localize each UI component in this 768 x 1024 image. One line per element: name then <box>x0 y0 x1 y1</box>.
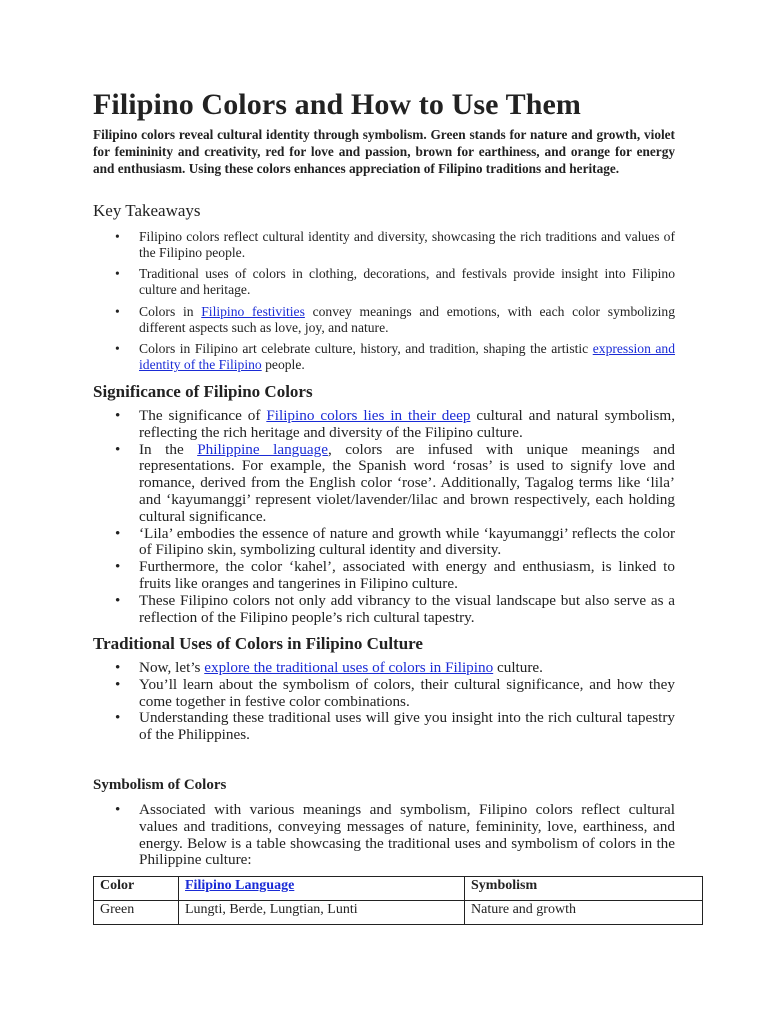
list-item <box>93 266 675 297</box>
list-item-text: Now, let’s <box>139 659 205 676</box>
list-item-text: You’ll learn about the symbolism of colors, their cultural significance, and how they come together in festive color combinations. <box>139 675 675 710</box>
list-item <box>93 559 675 593</box>
list-item <box>93 229 675 260</box>
list-item-text: Understanding these traditional uses will give you insight into the rich cultural tapestry of the Philippines. <box>139 709 675 744</box>
list-item <box>93 341 675 372</box>
filipino-language-link[interactable]: Filipino Language <box>185 878 295 893</box>
table-header-color: Color <box>94 877 179 901</box>
list-item-text: Colors in Filipino art celebrate culture, history, and tradition, shaping the artistic <box>139 341 593 357</box>
list-item <box>93 677 675 711</box>
symbolism-list <box>93 802 675 869</box>
list-item-text: Traditional uses of colors in clothing, decorations, and festivals provide insight into Filipino culture and heritage. <box>139 266 675 298</box>
table-header-symbolism: Symbolism <box>465 877 703 901</box>
list-item <box>93 710 675 744</box>
inline-link[interactable]: expression and identity of the Filipino <box>139 341 676 373</box>
list-item-text: ‘Lila’ embodies the essence of nature and growth while ‘kayumanggi’ reflects the color of Filipino skin, symbolizing cultural identity and diversity. <box>139 524 675 559</box>
list-item-text: These Filipino colors not only add vibrancy to the visual landscape but also serve as a reflection of the Filipino people’s rich cultural tapestry. <box>139 591 675 626</box>
list-item <box>93 802 675 869</box>
list-item <box>93 526 675 560</box>
list-item-text: convey meanings and emotions, with each color symbolizing different aspects such as love, joy, and nature. <box>139 303 675 335</box>
table-cell: Nature and growth <box>465 901 703 925</box>
list-item-text: , colors are infused with unique meanings and representations. For example, the Spanish word ‘rosas’ is used to signify love and romance, derived from the English color ‘rose’. Additionally, Tagalog terms like ‘lila’ and ‘kayumanggi’ represent violet/lavender/lilac and brown respectively, each holding cultural significance. <box>139 440 675 525</box>
traditional-uses-list <box>93 660 675 744</box>
list-item-text: culture. <box>493 659 543 676</box>
inline-link[interactable]: explore the traditional uses of colors in Filipino <box>204 659 494 676</box>
list-item <box>93 408 675 442</box>
list-item-text: people. <box>261 357 305 373</box>
list-item <box>93 442 675 526</box>
inline-link[interactable]: Filipino colors lies in their deep <box>266 407 471 424</box>
list-item <box>93 304 675 335</box>
table-header-language <box>179 877 465 901</box>
list-item-text: cultural and natural symbolism, reflecting the rich heritage and diversity of the Filipino culture. <box>139 407 675 441</box>
list-item-text: In the <box>139 440 198 458</box>
significance-heading: Significance of Filipino Colors <box>93 382 313 401</box>
list-item-text: Filipino colors reflect cultural identity and diversity, showcasing the rich traditions and values of the Filipino people. <box>139 229 675 260</box>
list-item-text: Associated with various meanings and symbolism, Filipino colors reflect cultural values and traditions, conveying messages of nature, femininity, love, earthiness, and energy. Below is a table showcasing the traditional uses and symbolism of colors in the Philippine culture: <box>139 801 675 869</box>
significance-list <box>93 408 675 626</box>
list-item-text: Furthermore, the color ‘kahel’, associated with energy and enthusiasm, is linked to fruits like oranges and tangerines in Filipino culture. <box>139 558 675 592</box>
key-takeaways-heading: Key Takeaways <box>93 201 201 220</box>
list-item-text: Colors in <box>139 303 202 319</box>
list-item <box>93 593 675 627</box>
list-item <box>93 660 675 677</box>
table-header-row <box>94 877 703 901</box>
traditional-uses-heading: Traditional Uses of Colors in Filipino Culture <box>93 634 423 653</box>
symbolism-heading: Symbolism of Colors <box>93 777 227 793</box>
page-title: Filipino Colors and How to Use Them <box>93 88 581 121</box>
inline-link[interactable]: Philippine language <box>197 440 328 458</box>
table-cell: Lungti, Berde, Lungtian, Lunti <box>179 901 465 925</box>
intro-paragraph: Filipino colors reveal cultural identity through symbolism. Green stands for nature and growth, violet for femininity and creativity, red for love and passion, brown for earthiness, and orange for energy and enthusiasm. Using these colors enhances appreciation of Filipino traditions and heritage. <box>93 127 675 176</box>
key-takeaways-list <box>93 229 675 379</box>
color-symbolism-table <box>93 876 703 925</box>
table-row <box>94 901 703 925</box>
inline-link[interactable]: Filipino festivities <box>201 303 305 319</box>
list-item-text: The significance of <box>139 407 267 424</box>
table-cell: Green <box>94 901 179 925</box>
